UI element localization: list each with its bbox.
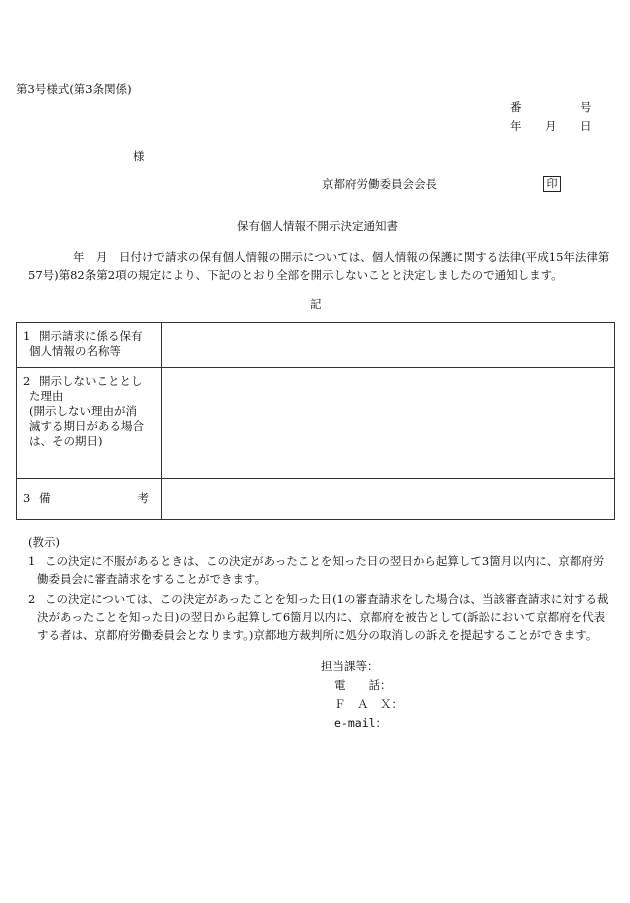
body-line-1: 年 月 日付けで請求の保有個人情報の開示については、個人情報の保護に関する法律(平成15年法律第 (73, 250, 610, 264)
notice-item2-line1: この決定については、この決定があったことを知った日(1の審査請求をした場合は、当該審査請求に対する裁 (45, 592, 609, 606)
form-number: 第3号様式(第3条関係) (16, 82, 132, 96)
notice-item1-line2: 働委員会に審査請求をすることができます。 (37, 572, 267, 586)
row3-label: 3 備 考 (17, 479, 162, 520)
row1-value (162, 323, 615, 368)
contact-dept: 担当課等： (321, 659, 379, 673)
row3-value (162, 479, 615, 520)
row2-label: 2 開示しないこととし た理由 (開示しない理由が消 滅する期日がある場合 は、その期日) (17, 368, 162, 479)
body-line-2: 57号)第82条第2項の規定により、下記のとおり全部を開示しないことと決定しましたので通知します。 (28, 268, 563, 282)
table-row (17, 323, 615, 368)
addressee-suffix: 様 (133, 149, 145, 163)
sender-name: 京都府労働委員会会長 (322, 177, 437, 191)
row2-value (162, 368, 615, 479)
date-month-label: 月 (545, 119, 557, 133)
contact-fax: Ｆ Ａ Ｘ： (334, 697, 403, 711)
contact-phone: 電 話： (334, 678, 392, 692)
row1-label: 1 開示請求に係る保有 個人情報の名称等 (17, 323, 162, 368)
table-row (17, 479, 615, 520)
notice-heading: (教示) (28, 535, 60, 549)
notice-item2-line2: 決があったことを知った日)の翌日から起算して6箇月以内に、京都府を被告として(訴訟において京都府を代表 (37, 610, 606, 624)
date-year-label: 年 (510, 119, 522, 133)
notice-item2-line3: する者は、京都府労働委員会となります。)京都地方裁判所に処分の取消しの訴えを提起することができます。 (37, 628, 598, 642)
notice-item1-num: 1 (28, 554, 36, 568)
number-label: 番 (510, 100, 522, 114)
date-day-label: 日 (580, 119, 592, 133)
notice-item2-num: 2 (28, 592, 36, 606)
document-title: 保有個人情報不開示決定通知書 (237, 219, 398, 233)
notice-item1-line1: この決定に不服があるときは、この決定があったことを知った日の翌日から起算して3箇月以内に、京都府労 (45, 554, 605, 568)
table-row (17, 368, 615, 479)
record-table (16, 322, 615, 520)
seal-mark: 印 (543, 176, 561, 192)
contact-email: e-mail： (334, 716, 388, 730)
number-suffix: 号 (580, 100, 592, 114)
ki-label: 記 (310, 297, 322, 311)
